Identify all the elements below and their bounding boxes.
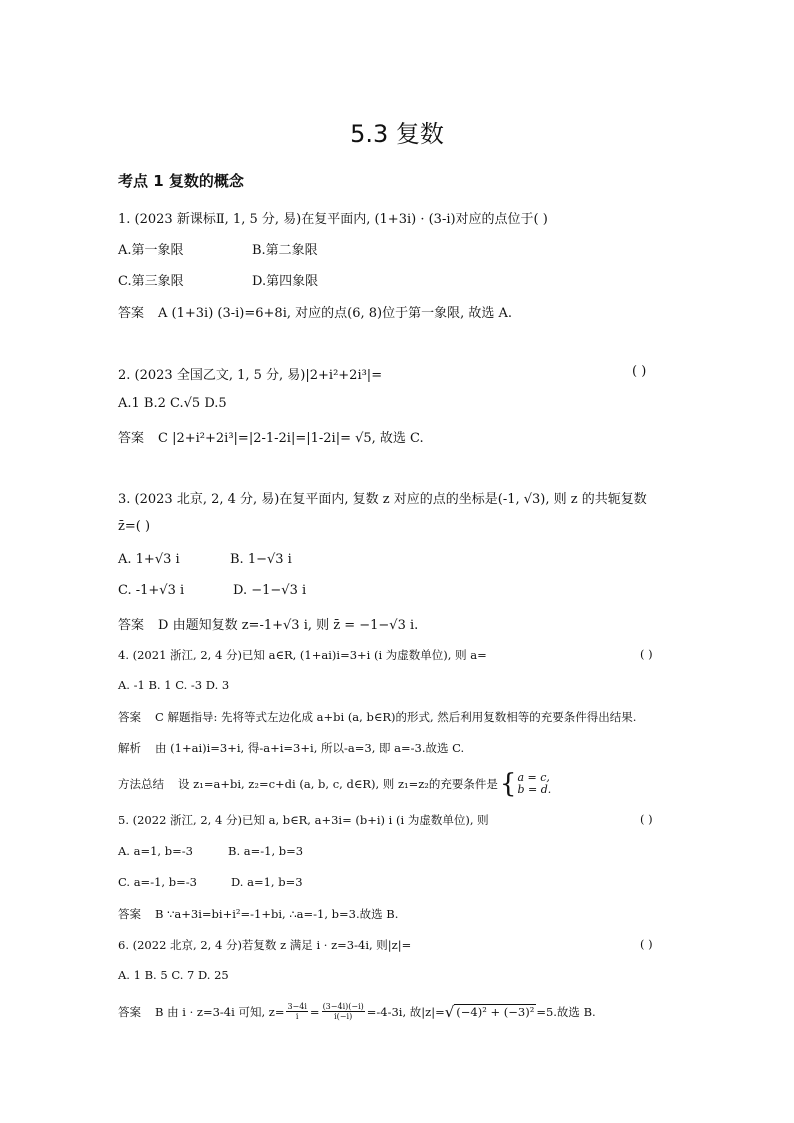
fraction-2-numerator: (3−4i)(−i) (322, 1002, 364, 1011)
question-3-option-a: A. 1+√3 i (118, 552, 180, 567)
question-3-option-d: D. −1−√3 i (233, 583, 307, 598)
question-3-answer (118, 614, 418, 633)
page-title: 5.3 复数 (350, 120, 444, 148)
question-5-option-b: B. a=-1, b=3 (228, 844, 304, 858)
question-4-stem: 4. (2021 浙江, 2, 4 分)已知 a∈R, (1+ai)i=3+i (i 为虚数单位), 则 a= (118, 648, 487, 662)
question-1-option-d: D.第四象限 (252, 274, 319, 289)
answer-label: 答案 (118, 431, 145, 446)
question-2-answer-paren: ( ) (632, 364, 647, 379)
question-3-stem-line2: z̄=( ) (118, 519, 151, 534)
fraction-1-denominator: i (295, 1012, 299, 1021)
question-4-analysis (118, 740, 464, 756)
answer-label: 答案 (118, 1004, 141, 1019)
question-6-options: A. 1 B. 5 C. 7 D. 25 (118, 968, 229, 982)
answer-label: 答案 (118, 710, 141, 724)
question-5-option-d: D. a=1, b=3 (231, 875, 303, 889)
answer-text-mid: =-4-3i, 故|z|= (366, 1004, 445, 1019)
answer-text: B ∵a+3i=bi+i²=-1+bi, ∴a=-1, b=3.故选 B. (155, 907, 399, 921)
answer-text-start: B 由 i · z=3-4i 可知, z= (155, 1004, 285, 1019)
question-1-stem: 1. (2023 新课标Ⅱ, 1, 5 分, 易)在复平面内, (1+3i) · (3-i)对应的点位于( ) (118, 212, 548, 227)
answer-text-end: =5.故选 B. (536, 1004, 596, 1019)
question-3-stem-line1: 3. (2023 北京, 2, 4 分, 易)在复平面内, 复数 z 对应的点的坐标是(-1, √3), 则 z 的共轭复数 (118, 492, 647, 507)
question-6-answer (118, 1002, 596, 1021)
answer-label: 答案 (118, 306, 145, 321)
question-3-option-c: C. -1+√3 i (118, 583, 185, 598)
question-5-answer-paren: ( ) (640, 812, 653, 826)
fraction-2-denominator: i(−i) (334, 1012, 353, 1021)
sqrt-icon: √ (444, 1002, 455, 1021)
question-4-options: A. -1 B. 1 C. -3 D. 3 (118, 678, 230, 692)
question-4-method-summary (118, 769, 552, 799)
question-2-answer (118, 427, 424, 446)
question-2-stem: 2. (2023 全国乙文, 1, 5 分, 易)|2+i²+2i³|= (118, 368, 383, 383)
question-3-option-b: B. 1−√3 i (230, 552, 292, 567)
analysis-label: 解析 (118, 741, 141, 755)
fraction-1-numerator: 3−4i (287, 1002, 307, 1011)
question-5-answer (118, 906, 398, 922)
method-text: 设 z₁=a+bi, z₂=c+di (a, b, c, d∈R), 则 z₁=z₂的充要条件是 (178, 777, 498, 791)
question-5-stem: 5. (2022 浙江, 2, 4 分)已知 a, b∈R, a+3i= (b+i) i (i 为虚数单位), 则 (118, 813, 489, 827)
analysis-text: 由 (1+ai)i=3+i, 得-a+i=3+i, 所以-a=3, 即 a=-3.故选 C. (155, 741, 465, 755)
answer-text: D 由题知复数 z=-1+√3 i, 则 z̄ = −1−√3 i. (158, 618, 419, 633)
fraction-1 (286, 1002, 307, 1021)
section-heading: 考点 1 复数的概念 (118, 172, 244, 190)
question-5-option-c: C. a=-1, b=-3 (118, 875, 197, 889)
answer-label: 答案 (118, 618, 145, 633)
question-6-answer-paren: ( ) (640, 937, 653, 951)
fraction-2 (322, 1002, 365, 1021)
brace-conditions (517, 772, 551, 796)
question-1-option-b: B.第二象限 (252, 243, 318, 258)
left-brace: { (499, 769, 517, 799)
question-4-answer (118, 709, 636, 725)
question-2-options: A.1 B.2 C.√5 D.5 (118, 396, 227, 411)
answer-text: A (1+3i) (3-i)=6+8i, 对应的点(6, 8)位于第一象限, 故选 A. (158, 306, 512, 321)
answer-label: 答案 (118, 907, 141, 921)
question-6-stem: 6. (2022 北京, 2, 4 分)若复数 z 满足 i · z=3-4i, 则|z|= (118, 938, 412, 952)
question-4-answer-paren: ( ) (640, 647, 653, 661)
answer-text: C 解题指导: 先将等式左边化成 a+bi (a, b∈R)的形式, 然后利用复数相等的充要条件得出结果. (155, 710, 637, 724)
method-label: 方法总结 (118, 777, 164, 791)
brace-condition-bottom: b = d. (517, 783, 552, 796)
question-1-option-c: C.第三象限 (118, 274, 184, 289)
brace-condition-top: a = c, (517, 771, 550, 784)
question-5-option-a: A. a=1, b=-3 (118, 844, 193, 858)
question-1-option-a: A.第一象限 (118, 243, 184, 258)
question-1-answer (118, 302, 512, 321)
sqrt-radicand: (−4)² + (−3)² (456, 1005, 535, 1019)
equals-sign: = (309, 1004, 320, 1019)
answer-text: C |2+i²+2i³|=|2-1-2i|=|1-2i|= √5, 故选 C. (158, 431, 424, 446)
